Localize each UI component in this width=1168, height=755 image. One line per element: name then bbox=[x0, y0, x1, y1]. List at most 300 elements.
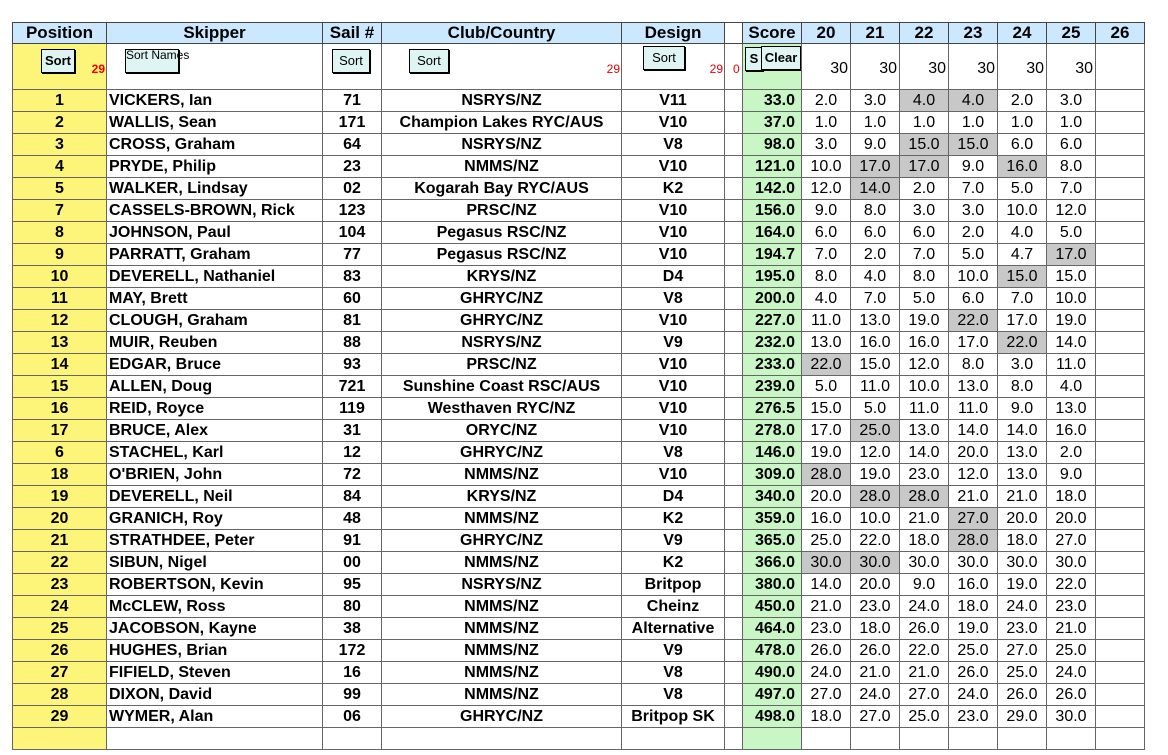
race-cell: 2.0 bbox=[949, 222, 998, 244]
race-cell: 2.0 bbox=[1047, 442, 1096, 464]
sort-sail-button[interactable]: Sort bbox=[332, 49, 370, 73]
sail-cell: 171 bbox=[323, 112, 382, 134]
race-cell-empty bbox=[1096, 486, 1145, 508]
club-cell: GHRYC/NZ bbox=[382, 442, 622, 464]
empty-cell bbox=[851, 728, 900, 750]
club-cell: Pegasus RSC/NZ bbox=[382, 244, 622, 266]
race-cell: 24.0 bbox=[949, 684, 998, 706]
race-cell: 13.0 bbox=[998, 464, 1047, 486]
race-cell: 2.0 bbox=[851, 244, 900, 266]
club-cell: PRSC/NZ bbox=[382, 200, 622, 222]
race-cell: 4.7 bbox=[998, 244, 1047, 266]
skipper-cell: DEVERELL, Nathaniel bbox=[107, 266, 323, 288]
race-cell: 16.0 bbox=[900, 332, 949, 354]
position-cell: 2 bbox=[13, 112, 107, 134]
table-row[interactable] bbox=[13, 112, 1145, 134]
clear-button[interactable]: Clear bbox=[761, 46, 801, 70]
table-row[interactable] bbox=[13, 332, 1145, 354]
club-cell: NSRYS/NZ bbox=[382, 332, 622, 354]
skipper-cell: McCLEW, Ross bbox=[107, 596, 323, 618]
race-cell: 22.0 bbox=[998, 332, 1047, 354]
race-cell: 6.0 bbox=[998, 134, 1047, 156]
table-row[interactable] bbox=[13, 662, 1145, 684]
race-cell: 7.0 bbox=[1047, 178, 1096, 200]
race-cell: 5.0 bbox=[949, 244, 998, 266]
header-race-24: 24 bbox=[998, 23, 1047, 44]
race-cell: 11.0 bbox=[949, 398, 998, 420]
table-row[interactable] bbox=[13, 442, 1145, 464]
position-cell: 22 bbox=[13, 552, 107, 574]
header-row bbox=[13, 23, 1145, 44]
design-cell: Alternative bbox=[622, 618, 725, 640]
sail-cell: 123 bbox=[323, 200, 382, 222]
race-cell: 17.0 bbox=[949, 332, 998, 354]
race-cell: 26.0 bbox=[949, 662, 998, 684]
table-row[interactable] bbox=[13, 420, 1145, 442]
race-cell: 19.0 bbox=[851, 464, 900, 486]
race-cell: 16.0 bbox=[998, 156, 1047, 178]
table-row[interactable] bbox=[13, 376, 1145, 398]
sort-club-button[interactable]: Sort bbox=[409, 49, 449, 73]
position-cell: 7 bbox=[13, 200, 107, 222]
position-cell: 5 bbox=[13, 178, 107, 200]
empty-cell bbox=[802, 728, 851, 750]
table-row[interactable] bbox=[13, 156, 1145, 178]
table-row[interactable] bbox=[13, 134, 1145, 156]
race-cell: 17.0 bbox=[802, 420, 851, 442]
race-cell: 3.0 bbox=[851, 90, 900, 112]
score-cell: 233.0 bbox=[743, 354, 802, 376]
sail-cell: 00 bbox=[323, 552, 382, 574]
sort-position-button[interactable]: Sort bbox=[41, 49, 75, 73]
race-cell: 16.0 bbox=[802, 508, 851, 530]
score-cell: 239.0 bbox=[743, 376, 802, 398]
race-cell: 25.0 bbox=[1047, 640, 1096, 662]
club-cell: ORYC/NZ bbox=[382, 420, 622, 442]
sail-cell: 23 bbox=[323, 156, 382, 178]
race-cell: 13.0 bbox=[949, 376, 998, 398]
race-cell: 12.0 bbox=[949, 464, 998, 486]
position-cell: 4 bbox=[13, 156, 107, 178]
race-cell: 11.0 bbox=[851, 376, 900, 398]
score-cell: 200.0 bbox=[743, 288, 802, 310]
header-race-23: 23 bbox=[949, 23, 998, 44]
race-cell-empty bbox=[1096, 398, 1145, 420]
race-cell-empty bbox=[1096, 420, 1145, 442]
blank-cell bbox=[725, 640, 743, 662]
skipper-cell: STRATHDEE, Peter bbox=[107, 530, 323, 552]
club-cell: GHRYC/NZ bbox=[382, 310, 622, 332]
club-cell: NMMS/NZ bbox=[382, 156, 622, 178]
race-cell: 21.0 bbox=[1047, 618, 1096, 640]
race-cell: 7.0 bbox=[998, 288, 1047, 310]
race-cell: 25.0 bbox=[949, 640, 998, 662]
sail-cell: 64 bbox=[323, 134, 382, 156]
position-cell: 3 bbox=[13, 134, 107, 156]
race-cell: 4.0 bbox=[851, 266, 900, 288]
skipper-cell: STACHEL, Karl bbox=[107, 442, 323, 464]
sail-cell: 02 bbox=[323, 178, 382, 200]
sail-cell: 72 bbox=[323, 464, 382, 486]
race-cell-empty bbox=[1096, 354, 1145, 376]
design-cell: K2 bbox=[622, 508, 725, 530]
design-cell: V10 bbox=[622, 112, 725, 134]
race-cell: 1.0 bbox=[949, 112, 998, 134]
race-cell: 30.0 bbox=[802, 552, 851, 574]
blank-cell bbox=[725, 530, 743, 552]
blank-cell bbox=[725, 662, 743, 684]
race-cell: 6.0 bbox=[802, 222, 851, 244]
club-cell: NMMS/NZ bbox=[382, 508, 622, 530]
race-cell: 11.0 bbox=[900, 398, 949, 420]
table-row[interactable] bbox=[13, 486, 1145, 508]
skipper-cell: SIBUN, Nigel bbox=[107, 552, 323, 574]
table-row[interactable] bbox=[13, 200, 1145, 222]
header-race-21: 21 bbox=[851, 23, 900, 44]
race-cell: 10.0 bbox=[949, 266, 998, 288]
score-cell: 232.0 bbox=[743, 332, 802, 354]
empty-cell bbox=[622, 728, 725, 750]
race-cell: 6.0 bbox=[851, 222, 900, 244]
table-row[interactable] bbox=[13, 640, 1145, 662]
race-cell: 17.0 bbox=[998, 310, 1047, 332]
header-sail: Sail # bbox=[323, 23, 382, 44]
race-cell: 12.0 bbox=[802, 178, 851, 200]
race-cell: 12.0 bbox=[1047, 200, 1096, 222]
skipper-cell: WALKER, Lindsay bbox=[107, 178, 323, 200]
blank-cell bbox=[725, 90, 743, 112]
club-cell: GHRYC/NZ bbox=[382, 706, 622, 728]
race-cell: 8.0 bbox=[1047, 156, 1096, 178]
table-row[interactable] bbox=[13, 684, 1145, 706]
design-cell: V9 bbox=[622, 332, 725, 354]
empty-cell bbox=[998, 728, 1047, 750]
table-row[interactable] bbox=[13, 90, 1145, 112]
race-cell: 24.0 bbox=[998, 596, 1047, 618]
sort-score-button[interactable]: S bbox=[745, 47, 763, 71]
race-cell-empty bbox=[1096, 156, 1145, 178]
race-cell: 27.0 bbox=[949, 508, 998, 530]
score-cell: 195.0 bbox=[743, 266, 802, 288]
club-cell: NMMS/NZ bbox=[382, 464, 622, 486]
race-cell-empty bbox=[1096, 266, 1145, 288]
position-cell: 28 bbox=[13, 684, 107, 706]
table-row[interactable] bbox=[13, 574, 1145, 596]
race-cell: 21.0 bbox=[998, 486, 1047, 508]
table-row[interactable] bbox=[13, 288, 1145, 310]
design-cell: V10 bbox=[622, 200, 725, 222]
race-cell: 8.0 bbox=[802, 266, 851, 288]
position-cell: 15 bbox=[13, 376, 107, 398]
sail-cell: 60 bbox=[323, 288, 382, 310]
position-cell: 6 bbox=[13, 442, 107, 464]
race-cell: 16.0 bbox=[949, 574, 998, 596]
race-cell: 4.0 bbox=[900, 90, 949, 112]
race-cell: 3.0 bbox=[998, 354, 1047, 376]
skipper-cell: MAY, Brett bbox=[107, 288, 323, 310]
blank-cell bbox=[725, 134, 743, 156]
design-cell: V8 bbox=[622, 684, 725, 706]
race-cell: 1.0 bbox=[851, 112, 900, 134]
sail-sort-cell bbox=[323, 44, 382, 90]
header-race-25: 25 bbox=[1047, 23, 1096, 44]
race-cell: 3.0 bbox=[949, 200, 998, 222]
race-max-24: 30 bbox=[998, 44, 1047, 90]
design-cell: Britpop SK bbox=[622, 706, 725, 728]
score-cell: 365.0 bbox=[743, 530, 802, 552]
score-cell: 227.0 bbox=[743, 310, 802, 332]
header-blank bbox=[725, 23, 743, 44]
position-cell: 16 bbox=[13, 398, 107, 420]
blank-cell bbox=[725, 508, 743, 530]
score-cell: 142.0 bbox=[743, 178, 802, 200]
sail-cell: 88 bbox=[323, 332, 382, 354]
race-cell: 6.0 bbox=[1047, 134, 1096, 156]
design-cell: V8 bbox=[622, 662, 725, 684]
race-cell: 30.0 bbox=[998, 552, 1047, 574]
score-cell: 380.0 bbox=[743, 574, 802, 596]
race-cell: 13.0 bbox=[1047, 398, 1096, 420]
club-cell: NMMS/NZ bbox=[382, 552, 622, 574]
table-row[interactable] bbox=[13, 706, 1145, 728]
race-cell: 2.0 bbox=[998, 90, 1047, 112]
race-cell: 16.0 bbox=[1047, 420, 1096, 442]
race-cell: 14.0 bbox=[802, 574, 851, 596]
club-cell: NMMS/NZ bbox=[382, 640, 622, 662]
race-cell: 30.0 bbox=[851, 552, 900, 574]
race-cell: 6.0 bbox=[900, 222, 949, 244]
blank-cell bbox=[725, 596, 743, 618]
score-cell: 37.0 bbox=[743, 112, 802, 134]
sail-cell: 06 bbox=[323, 706, 382, 728]
race-cell: 18.0 bbox=[900, 530, 949, 552]
race-cell: 23.0 bbox=[1047, 596, 1096, 618]
blank-cell bbox=[725, 112, 743, 134]
table-row[interactable] bbox=[13, 552, 1145, 574]
sail-cell: 48 bbox=[323, 508, 382, 530]
table-row[interactable] bbox=[13, 178, 1145, 200]
blank-cell bbox=[725, 332, 743, 354]
race-cell: 20.0 bbox=[1047, 508, 1096, 530]
race-max-25: 30 bbox=[1047, 44, 1096, 90]
sail-cell: 31 bbox=[323, 420, 382, 442]
blank-cell bbox=[725, 464, 743, 486]
skipper-cell: DIXON, David bbox=[107, 684, 323, 706]
sail-cell: 83 bbox=[323, 266, 382, 288]
race-cell: 4.0 bbox=[998, 222, 1047, 244]
race-cell: 24.0 bbox=[802, 662, 851, 684]
race-cell: 11.0 bbox=[1047, 354, 1096, 376]
sail-cell: 93 bbox=[323, 354, 382, 376]
table-row[interactable] bbox=[13, 596, 1145, 618]
race-cell-empty bbox=[1096, 310, 1145, 332]
table-row[interactable] bbox=[13, 464, 1145, 486]
position-cell: 23 bbox=[13, 574, 107, 596]
race-cell: 27.0 bbox=[1047, 530, 1096, 552]
race-cell-empty bbox=[1096, 90, 1145, 112]
score-cell: 278.0 bbox=[743, 420, 802, 442]
race-cell: 22.0 bbox=[851, 530, 900, 552]
position-cell: 29 bbox=[13, 706, 107, 728]
race-cell: 28.0 bbox=[949, 530, 998, 552]
design-cell: Britpop bbox=[622, 574, 725, 596]
table-row[interactable] bbox=[13, 310, 1145, 332]
sail-cell: 12 bbox=[323, 442, 382, 464]
score-cell: 464.0 bbox=[743, 618, 802, 640]
position-sort-cell bbox=[13, 44, 107, 90]
empty-cell bbox=[107, 728, 323, 750]
position-cell: 8 bbox=[13, 222, 107, 244]
race-cell: 26.0 bbox=[900, 618, 949, 640]
race-max-20: 30 bbox=[802, 44, 851, 90]
score-cell: 164.0 bbox=[743, 222, 802, 244]
blank-cell bbox=[725, 442, 743, 464]
race-cell: 13.0 bbox=[802, 332, 851, 354]
race-cell: 16.0 bbox=[851, 332, 900, 354]
club-cell: Sunshine Coast RSC/AUS bbox=[382, 376, 622, 398]
skipper-cell: EDGAR, Bruce bbox=[107, 354, 323, 376]
race-cell: 15.0 bbox=[851, 354, 900, 376]
sail-cell: 81 bbox=[323, 310, 382, 332]
header-race-26: 26 bbox=[1096, 23, 1145, 44]
race-cell: 15.0 bbox=[900, 134, 949, 156]
race-cell: 3.0 bbox=[1047, 90, 1096, 112]
design-cell: V10 bbox=[622, 376, 725, 398]
race-cell: 7.0 bbox=[851, 288, 900, 310]
sail-cell: 91 bbox=[323, 530, 382, 552]
empty-cell bbox=[382, 728, 622, 750]
race-cell-empty bbox=[1096, 640, 1145, 662]
table-row[interactable] bbox=[13, 398, 1145, 420]
race-cell-empty bbox=[1096, 530, 1145, 552]
race-cell: 24.0 bbox=[851, 684, 900, 706]
table-row[interactable] bbox=[13, 244, 1145, 266]
position-cell: 9 bbox=[13, 244, 107, 266]
table-row[interactable] bbox=[13, 530, 1145, 552]
skipper-sort-cell bbox=[107, 44, 323, 90]
header-skipper: Skipper bbox=[107, 23, 323, 44]
race-cell: 15.0 bbox=[1047, 266, 1096, 288]
club-cell: NMMS/NZ bbox=[382, 662, 622, 684]
race-cell-empty bbox=[1096, 244, 1145, 266]
club-cell: NSRYS/NZ bbox=[382, 134, 622, 156]
race-cell: 27.0 bbox=[998, 640, 1047, 662]
race-cell-empty bbox=[1096, 288, 1145, 310]
race-cell: 18.0 bbox=[851, 618, 900, 640]
blank-cell bbox=[725, 200, 743, 222]
race-cell: 20.0 bbox=[851, 574, 900, 596]
table-row[interactable] bbox=[13, 618, 1145, 640]
race-cell: 27.0 bbox=[851, 706, 900, 728]
position-cell: 26 bbox=[13, 640, 107, 662]
design-zero-count: 0 bbox=[733, 62, 740, 76]
position-cell: 10 bbox=[13, 266, 107, 288]
race-cell: 28.0 bbox=[851, 486, 900, 508]
design-sort-cell bbox=[622, 44, 725, 90]
race-cell: 5.0 bbox=[900, 288, 949, 310]
position-cell: 11 bbox=[13, 288, 107, 310]
race-cell-empty bbox=[1096, 464, 1145, 486]
design-cell: V8 bbox=[622, 288, 725, 310]
header-club: Club/Country bbox=[382, 23, 622, 44]
sail-cell: 95 bbox=[323, 574, 382, 596]
table-row[interactable] bbox=[13, 222, 1145, 244]
race-cell-empty bbox=[1096, 178, 1145, 200]
race-cell: 26.0 bbox=[998, 684, 1047, 706]
race-cell: 19.0 bbox=[900, 310, 949, 332]
race-cell: 30.0 bbox=[1047, 552, 1096, 574]
race-cell: 9.0 bbox=[1047, 464, 1096, 486]
race-cell: 29.0 bbox=[998, 706, 1047, 728]
race-cell: 9.0 bbox=[851, 134, 900, 156]
race-cell: 4.0 bbox=[949, 90, 998, 112]
race-cell: 7.0 bbox=[802, 244, 851, 266]
score-cell: 276.5 bbox=[743, 398, 802, 420]
table-row[interactable] bbox=[13, 508, 1145, 530]
race-cell: 23.0 bbox=[900, 464, 949, 486]
race-cell: 14.0 bbox=[851, 178, 900, 200]
race-cell: 18.0 bbox=[1047, 486, 1096, 508]
race-cell: 18.0 bbox=[949, 596, 998, 618]
sail-cell: 721 bbox=[323, 376, 382, 398]
race-cell: 17.0 bbox=[851, 156, 900, 178]
score-sort-cell bbox=[743, 44, 802, 90]
sort-design-button[interactable]: Sort bbox=[643, 46, 685, 70]
race-cell: 27.0 bbox=[802, 684, 851, 706]
race-cell: 9.0 bbox=[949, 156, 998, 178]
race-cell: 25.0 bbox=[802, 530, 851, 552]
sail-cell: 84 bbox=[323, 486, 382, 508]
race-cell: 30.0 bbox=[1047, 706, 1096, 728]
race-cell: 14.0 bbox=[949, 420, 998, 442]
race-cell: 9.0 bbox=[998, 398, 1047, 420]
score-cell: 497.0 bbox=[743, 684, 802, 706]
results-table bbox=[12, 22, 1145, 750]
race-cell: 30.0 bbox=[949, 552, 998, 574]
position-cell: 27 bbox=[13, 662, 107, 684]
race-cell-empty bbox=[1096, 574, 1145, 596]
table-row[interactable] bbox=[13, 354, 1145, 376]
race-cell: 26.0 bbox=[802, 640, 851, 662]
race-cell: 14.0 bbox=[900, 442, 949, 464]
sort-controls-row bbox=[13, 44, 1145, 90]
design-cell: V8 bbox=[622, 134, 725, 156]
header-position: Position bbox=[13, 23, 107, 44]
skipper-cell: VICKERS, Ian bbox=[107, 90, 323, 112]
race-cell: 21.0 bbox=[900, 662, 949, 684]
blank-cell bbox=[725, 486, 743, 508]
race-cell: 9.0 bbox=[900, 574, 949, 596]
design-cell: V8 bbox=[622, 442, 725, 464]
skipper-cell: MUIR, Reuben bbox=[107, 332, 323, 354]
skipper-cell: REID, Royce bbox=[107, 398, 323, 420]
race-cell: 13.0 bbox=[900, 420, 949, 442]
table-row[interactable] bbox=[13, 266, 1145, 288]
position-cell: 18 bbox=[13, 464, 107, 486]
skipper-cell: ROBERTSON, Kevin bbox=[107, 574, 323, 596]
club-cell: NMMS/NZ bbox=[382, 618, 622, 640]
race-cell: 24.0 bbox=[900, 596, 949, 618]
skipper-cell: PRYDE, Philip bbox=[107, 156, 323, 178]
race-cell: 12.0 bbox=[851, 442, 900, 464]
sail-cell: 99 bbox=[323, 684, 382, 706]
race-cell: 21.0 bbox=[802, 596, 851, 618]
sort-names-button[interactable]: Sort Names bbox=[125, 49, 179, 73]
race-cell: 21.0 bbox=[949, 486, 998, 508]
club-cell: NMMS/NZ bbox=[382, 596, 622, 618]
race-cell-empty bbox=[1096, 222, 1145, 244]
blank-cell bbox=[725, 156, 743, 178]
